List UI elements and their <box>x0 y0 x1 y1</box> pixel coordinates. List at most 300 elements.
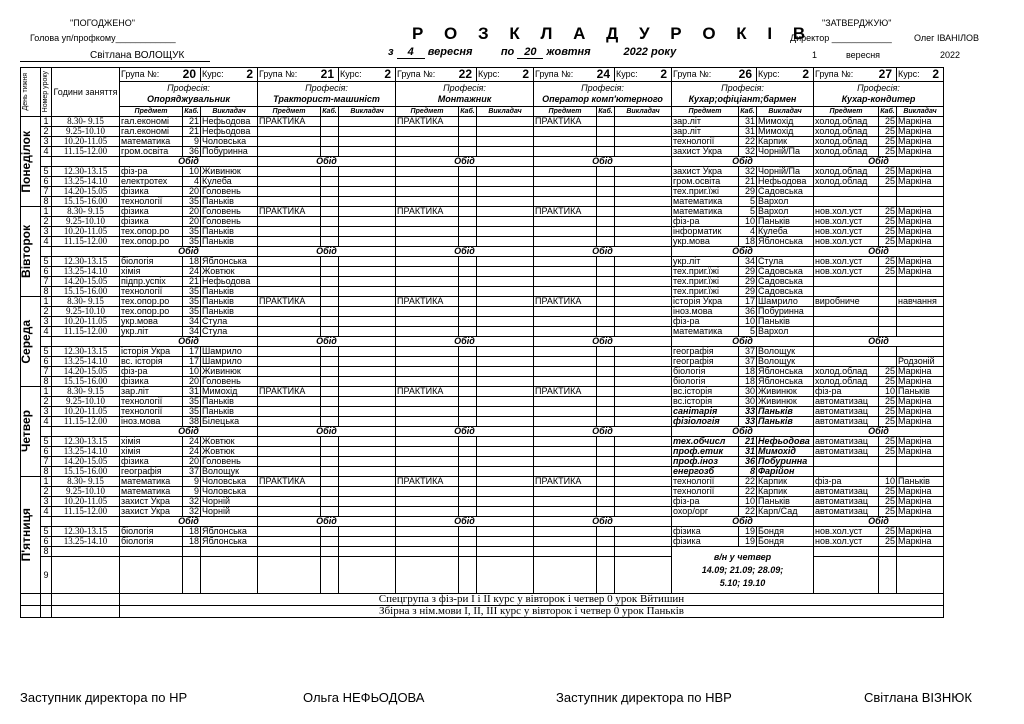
subject-cell <box>396 197 459 207</box>
lunch-cell: Обід <box>396 157 534 167</box>
empty-cell <box>321 557 339 594</box>
subject-header: Предмет <box>672 107 739 117</box>
day-name: Четвер <box>19 410 33 453</box>
profession-name: Монтажник <box>437 94 492 104</box>
teacher-cell: Головень <box>201 207 258 217</box>
table-row <box>21 217 944 227</box>
table-row <box>21 207 944 217</box>
room-cell: 25 <box>879 237 897 247</box>
subject-cell: технології <box>672 487 739 497</box>
subject-cell: енергозб <box>672 467 739 477</box>
subject-cell: математика <box>120 477 183 487</box>
group-number-cell <box>120 68 201 82</box>
teacher-cell: Чоловська <box>201 137 258 147</box>
teacher-cell: Паньків <box>201 407 258 417</box>
teacher-cell: Яблонська <box>757 237 814 247</box>
teacher-cell: Маркіна <box>897 227 944 237</box>
room-cell <box>879 327 897 337</box>
room-cell: 35 <box>183 197 201 207</box>
subject-cell <box>814 347 879 357</box>
lesson-number: 2 <box>41 127 52 137</box>
subject-cell: гром.освіта <box>672 177 739 187</box>
teacher-cell: Паньків <box>201 297 258 307</box>
subject-cell: фіз-ра <box>120 167 183 177</box>
teacher-cell <box>339 297 396 307</box>
teacher-cell <box>615 347 672 357</box>
subject-cell: історія Укра <box>672 297 739 307</box>
teacher-cell: Побуринна <box>757 457 814 467</box>
table-row <box>21 497 944 507</box>
course-number: 2 <box>802 67 809 81</box>
teacher-cell: Маркіна <box>897 497 944 507</box>
subject-cell: географія <box>672 347 739 357</box>
subject-cell <box>258 277 321 287</box>
subject-cell: фіз-ра <box>814 387 879 397</box>
group-label: Група №: <box>121 69 160 79</box>
lunch-cell: Обід <box>814 337 944 347</box>
subject-cell <box>534 407 597 417</box>
subject-cell: вс.історія <box>672 387 739 397</box>
teacher-cell <box>615 447 672 457</box>
subject-cell: фізика <box>120 187 183 197</box>
teacher-cell <box>339 367 396 377</box>
subject-cell: укр.літ <box>120 327 183 337</box>
teacher-cell <box>615 187 672 197</box>
subject-cell: тех.приг.їжі <box>672 277 739 287</box>
lesson-number-empty <box>41 337 52 347</box>
room-cell <box>321 137 339 147</box>
lesson-hours: 15.15-16.00 <box>52 377 120 387</box>
room-cell <box>459 457 477 467</box>
course-number: 2 <box>384 67 391 81</box>
subject-cell: укр.літ <box>672 257 739 267</box>
subject-cell: автоматизац <box>814 487 879 497</box>
teacher-cell <box>339 377 396 387</box>
subject-header: Предмет <box>120 107 183 117</box>
room-cell <box>597 357 615 367</box>
subject-cell: ПРАКТИКА <box>534 207 597 217</box>
subject-cell: укр.мова <box>672 237 739 247</box>
subject-cell: хімія <box>120 437 183 447</box>
hours-empty <box>52 157 120 167</box>
profession-cell <box>814 82 944 107</box>
subject-cell: ПРАКТИКА <box>396 297 459 307</box>
subject-cell <box>396 497 459 507</box>
teacher-cell <box>477 347 534 357</box>
teacher-cell: Вархол <box>757 207 814 217</box>
lesson-hours: 8.30- 9.15 <box>52 387 120 397</box>
lesson-number-empty <box>41 427 52 437</box>
teacher-cell: Яблонська <box>757 377 814 387</box>
subject-cell: фіз-ра <box>120 367 183 377</box>
teacher-cell: Маркіна <box>897 507 944 517</box>
day-name: Середа <box>19 319 33 364</box>
subject-cell: холод.облад <box>814 167 879 177</box>
subject-cell <box>258 217 321 227</box>
room-cell <box>597 487 615 497</box>
lunch-cell: Обід <box>672 517 814 527</box>
room-cell <box>321 187 339 197</box>
empty-cell <box>120 557 183 594</box>
lesson-number: 4 <box>41 327 52 337</box>
lesson-number: 7 <box>41 367 52 377</box>
teacher-cell: Живинюк <box>201 367 258 377</box>
teacher-cell <box>615 167 672 177</box>
table-row <box>21 227 944 237</box>
subject-cell <box>814 467 879 477</box>
subject-cell: ПРАКТИКА <box>396 207 459 217</box>
teacher-header: Викладач <box>757 107 814 117</box>
room-cell: 25 <box>879 147 897 157</box>
subject-cell <box>534 367 597 377</box>
teacher-cell <box>477 307 534 317</box>
teacher-cell <box>477 147 534 157</box>
subject-cell <box>396 187 459 197</box>
room-cell <box>597 237 615 247</box>
subject-cell: проф.етик <box>672 447 739 457</box>
subject-cell: нов.хол.уст <box>814 207 879 217</box>
subject-cell <box>396 277 459 287</box>
approve-day: 1 <box>812 50 818 60</box>
subject-cell <box>534 197 597 207</box>
teacher-cell: Маркіна <box>897 267 944 277</box>
lunch-cell: Обід <box>396 427 534 437</box>
room-cell <box>459 487 477 497</box>
teacher-cell: Головень <box>201 457 258 467</box>
teacher-cell <box>339 477 396 487</box>
room-cell <box>321 287 339 297</box>
empty-cell <box>396 547 459 557</box>
room-cell <box>459 387 477 397</box>
subject-cell: зар.літ <box>120 387 183 397</box>
room-cell <box>879 187 897 197</box>
teacher-cell: Нефьодова <box>201 117 258 127</box>
room-cell <box>321 237 339 247</box>
room-cell <box>321 507 339 517</box>
teacher-cell <box>477 137 534 147</box>
teacher-cell: Паньків <box>757 317 814 327</box>
sig-left-name: Ольга НЕФЬОДОВА <box>303 690 425 705</box>
empty-cell <box>897 557 944 594</box>
subject-cell <box>396 447 459 457</box>
teacher-cell <box>615 497 672 507</box>
room-cell: 22 <box>739 477 757 487</box>
empty-cell <box>477 557 534 594</box>
subject-cell: фізика <box>120 457 183 467</box>
subject-cell <box>534 147 597 157</box>
teacher-cell: Маркіна <box>897 127 944 137</box>
teacher-cell <box>897 327 944 337</box>
subject-header: Предмет <box>396 107 459 117</box>
teacher-cell <box>615 147 672 157</box>
room-header: Каб. <box>598 108 613 115</box>
room-cell <box>597 137 615 147</box>
empty-cell <box>339 557 396 594</box>
empty-cell <box>814 557 879 594</box>
teacher-cell <box>615 477 672 487</box>
room-cell <box>879 457 897 467</box>
empty-cell <box>258 557 321 594</box>
teacher-cell <box>615 197 672 207</box>
lesson-number: 5 <box>41 167 52 177</box>
empty-cell <box>459 557 477 594</box>
teacher-cell <box>897 457 944 467</box>
lunch-cell: Обід <box>120 517 258 527</box>
subject-cell: зар.літ <box>672 127 739 137</box>
lesson-hours: 9.25-10.10 <box>52 217 120 227</box>
lesson-hours: 15.15-16.00 <box>52 287 120 297</box>
room-cell: 25 <box>879 227 897 237</box>
table-row <box>21 237 944 247</box>
room-cell: 9 <box>183 477 201 487</box>
table-row <box>21 427 944 437</box>
table-row <box>21 267 944 277</box>
subject-cell: холод.облад <box>814 147 879 157</box>
table-row <box>21 177 944 187</box>
teacher-cell: Карпик <box>757 487 814 497</box>
teacher-cell: Маркіна <box>897 177 944 187</box>
room-cell: 37 <box>183 467 201 477</box>
subject-cell: фізіологія <box>672 417 739 427</box>
subject-cell <box>258 307 321 317</box>
lunch-cell: Обід <box>534 517 672 527</box>
room-cell: 19 <box>739 537 757 547</box>
teacher-cell: Нефьодова <box>757 437 814 447</box>
teacher-cell: Головень <box>201 377 258 387</box>
teacher-cell: Паньків <box>757 497 814 507</box>
teacher-cell <box>615 277 672 287</box>
room-cell: 36 <box>739 307 757 317</box>
teacher-cell: Чорній/Па <box>757 167 814 177</box>
subject-cell: біологія <box>120 257 183 267</box>
subject-cell <box>534 487 597 497</box>
footer-pad <box>21 594 41 606</box>
table-row <box>21 197 944 207</box>
teacher-cell <box>339 457 396 467</box>
room-cell <box>321 457 339 467</box>
room-cell: 35 <box>183 237 201 247</box>
teacher-cell <box>339 137 396 147</box>
teacher-cell: Волощук <box>201 467 258 477</box>
lunch-cell: Обід <box>120 427 258 437</box>
profession-label: Професія: <box>721 83 764 93</box>
subject-cell <box>534 307 597 317</box>
lunch-cell: Обід <box>672 247 814 257</box>
room-cell: 25 <box>879 127 897 137</box>
subject-cell <box>534 287 597 297</box>
course-cell <box>757 68 814 82</box>
lesson-hours: 8.30- 9.15 <box>52 477 120 487</box>
empty-cell <box>258 547 321 557</box>
subject-cell: ПРАКТИКА <box>396 387 459 397</box>
table-row <box>21 287 944 297</box>
lesson-number: 8 <box>41 547 52 557</box>
teacher-cell <box>615 457 672 467</box>
teacher-cell <box>615 407 672 417</box>
subject-cell <box>258 437 321 447</box>
teacher-header: Викладач <box>339 107 396 117</box>
teacher-cell: Карпик <box>757 137 814 147</box>
day-name: Понеділок <box>19 130 33 193</box>
subject-cell <box>534 277 597 287</box>
subject-cell: гром.освіта <box>120 147 183 157</box>
room-cell: 36 <box>183 147 201 157</box>
subject-cell: автоматизац <box>814 397 879 407</box>
lesson-number: 4 <box>41 417 52 427</box>
room-cell <box>321 117 339 127</box>
subject-cell: ПРАКТИКА <box>258 297 321 307</box>
subject-cell: технології <box>120 197 183 207</box>
subject-cell: тех.приг.їжі <box>672 267 739 277</box>
subject-cell: ПРАКТИКА <box>258 117 321 127</box>
table-row <box>21 367 944 377</box>
teacher-cell: Бондя <box>757 537 814 547</box>
room-header: Каб. <box>460 108 475 115</box>
subject-cell <box>396 317 459 327</box>
room-cell: 31 <box>739 127 757 137</box>
room-cell <box>321 377 339 387</box>
subject-cell: нов.хол.уст <box>814 227 879 237</box>
profession-cell <box>672 82 814 107</box>
lesson-hours: 10.20-11.05 <box>52 227 120 237</box>
profession-name: Кухар;офіціант;бармен <box>688 94 797 104</box>
lesson-number: 4 <box>41 147 52 157</box>
teacher-cell: Яблонська <box>201 527 258 537</box>
subject-cell <box>814 317 879 327</box>
room-cell <box>459 367 477 377</box>
room-cell <box>321 307 339 317</box>
room-cell <box>321 447 339 457</box>
room-cell: 35 <box>183 227 201 237</box>
room-cell <box>597 437 615 447</box>
room-cell <box>879 277 897 287</box>
teacher-cell: Чоловська <box>201 477 258 487</box>
profession-label: Професія: <box>581 83 624 93</box>
teacher-cell: Мимохід <box>757 447 814 457</box>
teacher-cell: Паньків <box>757 217 814 227</box>
teacher-cell: Побуринна <box>757 307 814 317</box>
subject-cell: тех.приг.їжі <box>672 287 739 297</box>
teacher-cell <box>897 197 944 207</box>
table-row <box>21 127 944 137</box>
room-cell: 34 <box>183 317 201 327</box>
room-cell <box>321 207 339 217</box>
empty-cell <box>897 547 944 557</box>
subject-cell <box>258 197 321 207</box>
empty-cell <box>120 547 183 557</box>
subject-cell: автоматизац <box>814 497 879 507</box>
room-cell <box>879 197 897 207</box>
teacher-cell <box>477 527 534 537</box>
lesson-number: 1 <box>41 207 52 217</box>
lesson-number: 6 <box>41 267 52 277</box>
lunch-cell: Обід <box>534 337 672 347</box>
subject-cell: фіз-ра <box>672 497 739 507</box>
subject-cell: захист Укра <box>672 167 739 177</box>
teacher-cell: Жовтюк <box>201 447 258 457</box>
teacher-cell: Садовська <box>757 277 814 287</box>
room-cell <box>321 497 339 507</box>
teacher-cell <box>615 537 672 547</box>
teacher-cell: Мимохід <box>201 387 258 397</box>
teacher-cell <box>339 527 396 537</box>
subject-cell <box>534 357 597 367</box>
lunch-cell: Обід <box>672 427 814 437</box>
empty-cell <box>615 557 672 594</box>
subject-cell: фізика <box>672 537 739 547</box>
teacher-cell <box>339 467 396 477</box>
subject-cell <box>396 237 459 247</box>
table-row <box>21 117 944 127</box>
teacher-cell <box>477 297 534 307</box>
subject-cell <box>396 227 459 237</box>
teacher-cell <box>339 487 396 497</box>
room-cell <box>321 297 339 307</box>
teacher-header: Викладач <box>897 107 944 117</box>
teacher-cell: Мимохід <box>757 127 814 137</box>
room-cell <box>321 317 339 327</box>
page-title: Р О З К Л А Д У Р О К І В <box>412 24 814 43</box>
room-cell: 34 <box>739 257 757 267</box>
subject-cell: фіз-ра <box>672 317 739 327</box>
subject-cell: укр.мова <box>120 317 183 327</box>
lesson-hours: 9.25-10.10 <box>52 487 120 497</box>
teacher-cell <box>897 467 944 477</box>
subject-cell: санітарія <box>672 407 739 417</box>
room-cell: 31 <box>739 117 757 127</box>
room-cell <box>459 417 477 427</box>
room-cell <box>321 347 339 357</box>
room-cell: 21 <box>739 177 757 187</box>
lunch-cell: Обід <box>120 337 258 347</box>
subject-cell <box>396 467 459 477</box>
course-label: Курс: <box>758 69 780 79</box>
lesson-hours: 9.25-10.10 <box>52 307 120 317</box>
subject-cell: холод.облад <box>814 137 879 147</box>
subject-cell: біологія <box>120 527 183 537</box>
subject-cell: історія Укра <box>120 347 183 357</box>
teacher-cell <box>339 397 396 407</box>
teacher-cell <box>339 147 396 157</box>
table-row <box>21 327 944 337</box>
lesson-number-empty <box>41 157 52 167</box>
subject-cell: інформатик <box>672 227 739 237</box>
room-cell: 31 <box>739 447 757 457</box>
subject-cell: вс.історія <box>672 397 739 407</box>
subject-cell <box>396 367 459 377</box>
empty-cell <box>201 557 258 594</box>
room-cell: 20 <box>183 207 201 217</box>
room-cell <box>597 257 615 267</box>
table-row <box>21 537 944 547</box>
date-range: з 4 вересня по 20 жовтня 2022 року <box>388 46 677 58</box>
teacher-cell: Маркіна <box>897 257 944 267</box>
room-cell <box>597 117 615 127</box>
course-label: Курс: <box>340 69 362 79</box>
empty-cell <box>814 547 879 557</box>
teacher-cell: Маркіна <box>897 407 944 417</box>
teacher-cell <box>477 187 534 197</box>
room-cell <box>597 367 615 377</box>
teacher-cell <box>615 487 672 497</box>
room-cell <box>459 377 477 387</box>
room-cell: 29 <box>739 287 757 297</box>
course-cell <box>897 68 944 82</box>
teacher-cell <box>477 497 534 507</box>
room-cell: 22 <box>739 507 757 517</box>
lesson-hours: 13.25-14.10 <box>52 177 120 187</box>
subject-cell <box>534 447 597 457</box>
